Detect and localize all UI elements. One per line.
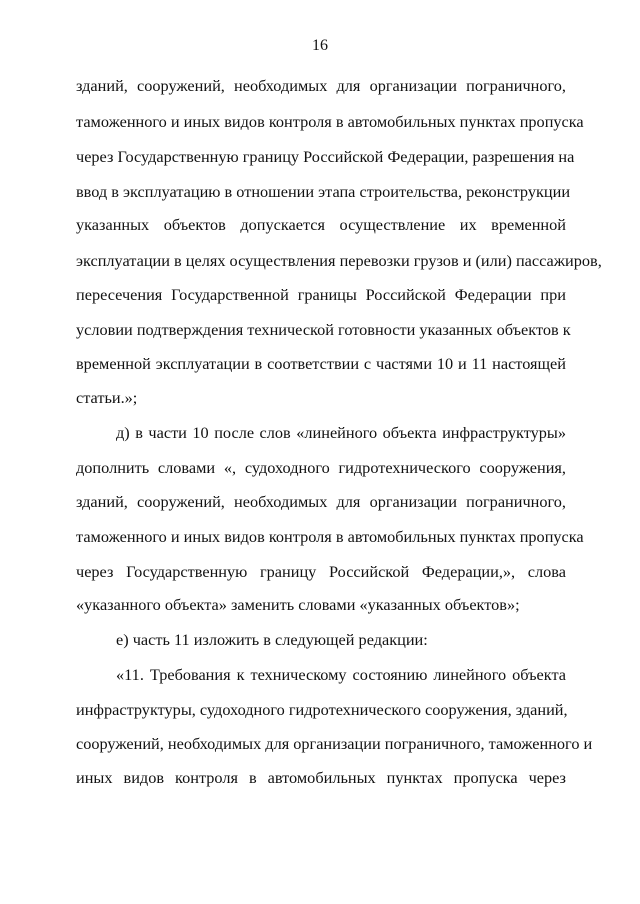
text-line: инфраструктуры, судоходного гидротехнического сооружения, зданий,	[76, 700, 568, 719]
text-line: статьи.»;	[76, 388, 138, 407]
text-line: «указанного объекта» заменить словами «указанных объектов»;	[76, 595, 520, 614]
text-line: таможенного и иных видов контроля в автомобильных пунктах пропуска	[76, 527, 584, 546]
text-line: указанных объектов допускается осуществление их временной	[76, 215, 566, 234]
text-line: временной эксплуатации в соответствии с частями 10 и 11 настоящей	[76, 354, 566, 373]
text-line: зданий, сооружений, необходимых для организации пограничного,	[76, 492, 566, 511]
text-line: ввод в эксплуатацию в отношении этапа строительства, реконструкции	[76, 182, 571, 201]
text-line: иных видов контроля в автомобильных пунктах пропуска через	[76, 768, 566, 787]
text-line: эксплуатации в целях осуществления перевозки грузов и (или) пассажиров,	[76, 251, 602, 270]
text-line: сооружений, необходимых для организации пограничного, таможенного и	[76, 734, 593, 753]
text-line: таможенного и иных видов контроля в автомобильных пунктах пропуска	[76, 112, 584, 131]
text-line: через Государственную границу Российской Федерации,», слова	[76, 562, 566, 581]
text-line: е) часть 11 изложить в следующей редакции:	[116, 630, 428, 649]
text-line: «11. Требования к техническому состоянию линейного объекта	[116, 665, 566, 684]
text-line: пересечения Государственной границы Российской Федерации при	[76, 285, 566, 304]
text-line: д) в части 10 после слов «линейного объекта инфраструктуры»	[116, 423, 566, 442]
text-line: дополнить словами «, судоходного гидротехнического сооружения,	[76, 458, 566, 477]
text-line: через Государственную границу Российской Федерации, разрешения на	[76, 147, 575, 166]
text-line: зданий, сооружений, необходимых для организации пограничного,	[76, 76, 566, 95]
text-line: условии подтверждения технической готовности указанных объектов к	[76, 320, 571, 339]
page-number: 16	[312, 37, 328, 54]
